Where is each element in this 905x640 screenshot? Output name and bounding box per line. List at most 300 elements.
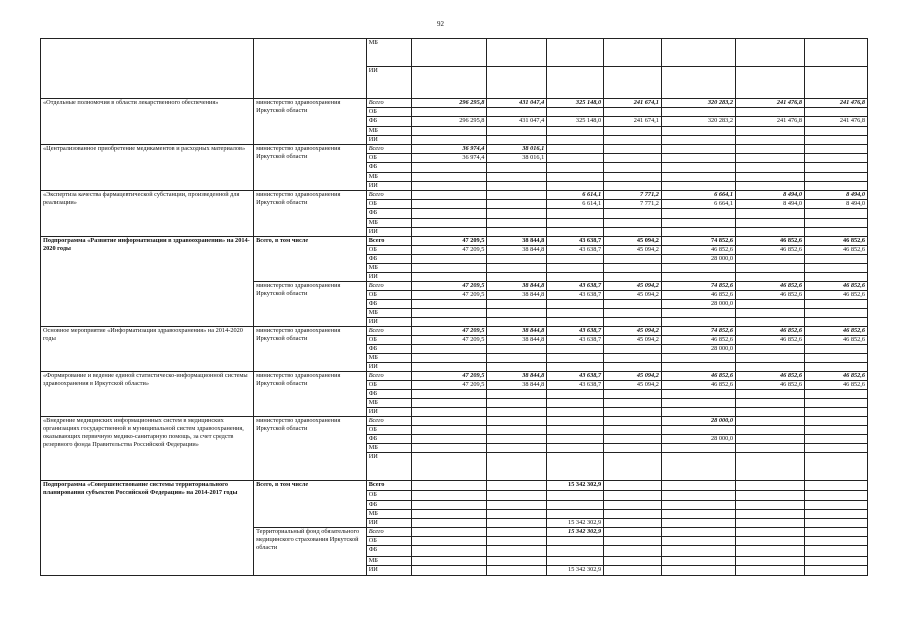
funding-source: ИИ	[366, 67, 412, 99]
amount-cell	[805, 127, 868, 136]
amount-cell	[487, 557, 547, 566]
amount-cell	[736, 444, 805, 453]
funding-source: Всего	[366, 145, 412, 154]
amount-cell	[412, 408, 487, 417]
amount-cell	[412, 200, 487, 209]
funding-source: МБ	[366, 264, 412, 273]
amount-cell: 47 209,5	[412, 246, 487, 255]
amount-cell	[736, 435, 805, 444]
amount-cell	[412, 136, 487, 145]
amount-cell	[547, 173, 604, 182]
amount-cell	[412, 528, 487, 537]
amount-cell	[736, 309, 805, 318]
amount-cell	[805, 444, 868, 453]
executor-cell: министерство здравоохранения Иркутской области	[254, 191, 367, 237]
amount-cell	[487, 408, 547, 417]
amount-cell: 46 852,6	[805, 372, 868, 381]
funding-source: МБ	[366, 173, 412, 182]
amount-cell	[661, 39, 735, 67]
amount-cell	[412, 390, 487, 399]
funding-source: ФБ	[366, 209, 412, 219]
amount-cell	[805, 300, 868, 309]
amount-cell: 74 852,6	[661, 327, 735, 336]
amount-cell	[604, 219, 662, 228]
amount-cell: 43 638,7	[547, 372, 604, 381]
amount-cell: 46 852,6	[736, 282, 805, 291]
table-row	[41, 417, 868, 426]
amount-cell	[805, 136, 868, 145]
amount-cell	[805, 108, 868, 117]
amount-cell: 38 016,1	[487, 145, 547, 154]
funding-source: Всего	[366, 327, 412, 336]
measure-name: «Экспертиза качества фармацевтической субстанции, произведенной для реализации»	[41, 191, 254, 237]
funding-source: Всего	[366, 481, 412, 491]
amount-cell	[487, 200, 547, 209]
amount-cell: 6 664,1	[661, 200, 735, 209]
amount-cell	[805, 309, 868, 318]
amount-cell: 28 000,0	[661, 300, 735, 309]
amount-cell	[547, 273, 604, 282]
amount-cell: 38 844,8	[487, 291, 547, 300]
amount-cell	[412, 435, 487, 444]
amount-cell	[661, 136, 735, 145]
amount-cell	[805, 145, 868, 154]
amount-cell: 28 000,0	[661, 255, 735, 264]
amount-cell: 46 852,6	[805, 291, 868, 300]
amount-cell	[736, 510, 805, 519]
amount-cell	[412, 345, 487, 354]
amount-cell	[487, 491, 547, 501]
amount-cell	[604, 163, 662, 173]
executor-cell: министерство здравоохранения Иркутской области	[254, 372, 367, 417]
amount-cell	[736, 108, 805, 117]
table-row	[41, 99, 868, 108]
amount-cell	[604, 566, 662, 576]
amount-cell	[661, 408, 735, 417]
amount-cell	[487, 228, 547, 237]
funding-source: МБ	[366, 444, 412, 453]
amount-cell	[547, 264, 604, 273]
amount-cell	[604, 264, 662, 273]
amount-cell	[661, 510, 735, 519]
amount-cell	[487, 318, 547, 327]
amount-cell: 36 974,4	[412, 154, 487, 163]
amount-cell	[487, 163, 547, 173]
amount-cell: 46 852,6	[661, 372, 735, 381]
amount-cell	[412, 219, 487, 228]
amount-cell	[547, 228, 604, 237]
amount-cell	[604, 255, 662, 264]
amount-cell	[736, 173, 805, 182]
amount-cell: 43 638,7	[547, 336, 604, 345]
amount-cell	[604, 354, 662, 363]
executor-cell: Всего, в том числе	[254, 237, 367, 282]
amount-cell: 325 148,0	[547, 117, 604, 127]
funding-source: ОБ	[366, 491, 412, 501]
amount-cell	[736, 501, 805, 510]
amount-cell	[661, 209, 735, 219]
funding-source: Всего	[366, 282, 412, 291]
amount-cell: 45 094,2	[604, 336, 662, 345]
funding-source: ИИ	[366, 228, 412, 237]
funding-source: ФБ	[366, 255, 412, 264]
amount-cell	[661, 67, 735, 99]
amount-cell	[604, 399, 662, 408]
amount-cell: 36 974,4	[412, 145, 487, 154]
amount-cell	[805, 39, 868, 67]
amount-cell	[487, 273, 547, 282]
amount-cell	[736, 163, 805, 173]
amount-cell	[547, 345, 604, 354]
amount-cell	[661, 566, 735, 576]
amount-cell: 28 000,0	[661, 345, 735, 354]
amount-cell	[805, 501, 868, 510]
amount-cell	[661, 363, 735, 372]
amount-cell	[805, 537, 868, 546]
amount-cell	[412, 309, 487, 318]
funding-source: ОБ	[366, 537, 412, 546]
measure-name: «Внедрение медицинских информационных систем в медицинских организациях государственной и муниципальной систем здравоохранения, оказывающих первичную медико-санитарную помощь, за счет средств резервного фонда Правительства Российской Федерации»	[41, 417, 254, 481]
amount-cell	[661, 309, 735, 318]
amount-cell	[805, 67, 868, 99]
funding-source: МБ	[366, 399, 412, 408]
amount-cell	[661, 173, 735, 182]
amount-cell	[604, 417, 662, 426]
amount-cell	[604, 481, 662, 491]
amount-cell	[604, 300, 662, 309]
amount-cell	[661, 219, 735, 228]
amount-cell: 45 094,2	[604, 372, 662, 381]
amount-cell: 47 209,5	[412, 327, 487, 336]
funding-source: МБ	[366, 127, 412, 136]
funding-source: Всего	[366, 191, 412, 200]
amount-cell	[412, 354, 487, 363]
table-row	[41, 327, 868, 336]
amount-cell: 8 494,0	[736, 191, 805, 200]
amount-cell	[412, 557, 487, 566]
amount-cell	[412, 318, 487, 327]
funding-source: ИИ	[366, 363, 412, 372]
funding-source: ФБ	[366, 390, 412, 399]
amount-cell	[547, 354, 604, 363]
amount-cell	[487, 390, 547, 399]
amount-cell	[412, 191, 487, 200]
amount-cell	[736, 228, 805, 237]
amount-cell	[736, 491, 805, 501]
amount-cell: 46 852,6	[805, 237, 868, 246]
amount-cell	[736, 519, 805, 528]
amount-cell	[736, 318, 805, 327]
amount-cell	[661, 154, 735, 163]
executor-cell: министерство здравоохранения Иркутской области	[254, 145, 367, 191]
page-number: 92	[437, 20, 444, 28]
funding-source: ОБ	[366, 381, 412, 390]
amount-cell	[805, 363, 868, 372]
amount-cell: 43 638,7	[547, 246, 604, 255]
amount-cell	[547, 453, 604, 481]
amount-cell	[547, 435, 604, 444]
executor-cell: министерство здравоохранения Иркутской области	[254, 99, 367, 145]
amount-cell	[805, 519, 868, 528]
amount-cell: 38 844,8	[487, 246, 547, 255]
amount-cell	[736, 528, 805, 537]
amount-cell	[412, 417, 487, 426]
measure-name: Подпрограмма «Развитие информатизации в здравоохранении» на 2014-2020 годы	[41, 237, 254, 327]
amount-cell	[487, 399, 547, 408]
amount-cell	[604, 408, 662, 417]
budget-table	[40, 38, 868, 576]
amount-cell	[487, 182, 547, 191]
funding-source: Всего	[366, 237, 412, 246]
amount-cell	[736, 39, 805, 67]
amount-cell	[487, 426, 547, 435]
amount-cell	[412, 39, 487, 67]
amount-cell	[547, 309, 604, 318]
amount-cell	[736, 399, 805, 408]
amount-cell	[661, 273, 735, 282]
amount-cell	[412, 546, 487, 557]
funding-source: ОБ	[366, 108, 412, 117]
amount-cell	[736, 345, 805, 354]
amount-cell	[736, 426, 805, 435]
amount-cell: 47 209,5	[412, 336, 487, 345]
amount-cell: 46 852,6	[805, 246, 868, 255]
amount-cell: 38 844,8	[487, 381, 547, 390]
amount-cell	[547, 501, 604, 510]
executor-cell: министерство здравоохранения Иркутской области	[254, 417, 367, 481]
amount-cell: 43 638,7	[547, 381, 604, 390]
amount-cell	[661, 426, 735, 435]
amount-cell: 296 295,8	[412, 99, 487, 108]
amount-cell: 6 614,1	[547, 191, 604, 200]
amount-cell: 8 494,0	[805, 191, 868, 200]
executor-cell: министерство здравоохранения Иркутской области	[254, 327, 367, 372]
amount-cell	[487, 363, 547, 372]
amount-cell	[604, 426, 662, 435]
amount-cell	[487, 528, 547, 537]
funding-source: ОБ	[366, 291, 412, 300]
amount-cell: 431 047,4	[487, 117, 547, 127]
amount-cell	[487, 444, 547, 453]
amount-cell	[661, 390, 735, 399]
amount-cell: 46 852,6	[661, 291, 735, 300]
amount-cell	[805, 154, 868, 163]
amount-cell	[487, 39, 547, 67]
amount-cell	[547, 219, 604, 228]
amount-cell	[604, 173, 662, 182]
amount-cell	[604, 453, 662, 481]
amount-cell	[487, 264, 547, 273]
amount-cell	[412, 264, 487, 273]
measure-name	[41, 39, 254, 99]
amount-cell: 38 016,1	[487, 154, 547, 163]
amount-cell	[604, 273, 662, 282]
amount-cell	[736, 390, 805, 399]
amount-cell	[604, 145, 662, 154]
amount-cell	[547, 417, 604, 426]
amount-cell	[736, 209, 805, 219]
amount-cell	[547, 127, 604, 136]
funding-source: МБ	[366, 309, 412, 318]
table-row	[41, 145, 868, 154]
amount-cell	[412, 426, 487, 435]
amount-cell	[661, 519, 735, 528]
amount-cell	[487, 127, 547, 136]
amount-cell	[805, 173, 868, 182]
amount-cell	[661, 481, 735, 491]
amount-cell	[604, 557, 662, 566]
amount-cell: 241 476,8	[736, 117, 805, 127]
funding-source: Всего	[366, 528, 412, 537]
amount-cell	[487, 255, 547, 264]
amount-cell	[604, 318, 662, 327]
amount-cell	[805, 182, 868, 191]
amount-cell	[412, 127, 487, 136]
amount-cell: 45 094,2	[604, 291, 662, 300]
amount-cell: 241 674,1	[604, 117, 662, 127]
amount-cell	[736, 145, 805, 154]
amount-cell	[487, 219, 547, 228]
amount-cell	[805, 273, 868, 282]
amount-cell	[604, 136, 662, 145]
amount-cell	[736, 182, 805, 191]
amount-cell	[736, 546, 805, 557]
amount-cell: 46 852,6	[661, 336, 735, 345]
amount-cell: 38 844,8	[487, 327, 547, 336]
amount-cell: 46 852,6	[736, 372, 805, 381]
amount-cell	[604, 519, 662, 528]
amount-cell	[547, 546, 604, 557]
amount-cell	[547, 255, 604, 264]
amount-cell	[661, 182, 735, 191]
amount-cell: 47 209,5	[412, 372, 487, 381]
funding-source: МБ	[366, 219, 412, 228]
amount-cell	[547, 426, 604, 435]
amount-cell: 43 638,7	[547, 327, 604, 336]
amount-cell	[487, 108, 547, 117]
amount-cell	[412, 363, 487, 372]
amount-cell: 47 209,5	[412, 282, 487, 291]
amount-cell	[547, 363, 604, 372]
amount-cell	[547, 209, 604, 219]
table-row	[41, 481, 868, 491]
funding-source: Всего	[366, 372, 412, 381]
amount-cell: 7 771,2	[604, 200, 662, 209]
measure-name: Подпрограмма «Совершенствование системы территориального планирования субъектов Российской Федерации» на 2014-2017 годы	[41, 481, 254, 576]
amount-cell: 46 852,6	[661, 246, 735, 255]
amount-cell: 241 476,8	[805, 99, 868, 108]
amount-cell	[805, 345, 868, 354]
amount-cell: 15 342 302,9	[547, 481, 604, 491]
amount-cell	[736, 363, 805, 372]
amount-cell	[547, 510, 604, 519]
amount-cell: 46 852,6	[805, 282, 868, 291]
amount-cell: 46 852,6	[805, 336, 868, 345]
amount-cell	[805, 417, 868, 426]
amount-cell	[736, 154, 805, 163]
amount-cell: 38 844,8	[487, 282, 547, 291]
amount-cell	[604, 363, 662, 372]
amount-cell	[736, 127, 805, 136]
amount-cell: 241 674,1	[604, 99, 662, 108]
amount-cell	[487, 519, 547, 528]
amount-cell	[412, 537, 487, 546]
amount-cell: 320 283,2	[661, 117, 735, 127]
amount-cell	[487, 309, 547, 318]
amount-cell	[547, 182, 604, 191]
amount-cell	[487, 300, 547, 309]
executor-cell: Всего, в том числе	[254, 481, 367, 528]
amount-cell: 38 844,8	[487, 237, 547, 246]
amount-cell: 45 094,2	[604, 327, 662, 336]
amount-cell	[805, 228, 868, 237]
amount-cell	[487, 345, 547, 354]
amount-cell: 28 000,0	[661, 435, 735, 444]
amount-cell	[736, 537, 805, 546]
amount-cell	[661, 501, 735, 510]
amount-cell	[805, 426, 868, 435]
amount-cell	[487, 501, 547, 510]
amount-cell	[736, 300, 805, 309]
funding-source: ФБ	[366, 117, 412, 127]
amount-cell: 241 476,8	[736, 99, 805, 108]
amount-cell	[412, 399, 487, 408]
amount-cell	[547, 163, 604, 173]
amount-cell: 45 094,2	[604, 282, 662, 291]
amount-cell	[736, 566, 805, 576]
executor-cell: Территориальный фонд обязательного медицинского страхования Иркутской области	[254, 528, 367, 576]
amount-cell	[412, 67, 487, 99]
amount-cell	[805, 453, 868, 481]
amount-cell: 45 094,2	[604, 381, 662, 390]
amount-cell	[547, 154, 604, 163]
amount-cell	[604, 491, 662, 501]
amount-cell	[736, 264, 805, 273]
funding-source: ИИ	[366, 566, 412, 576]
amount-cell	[604, 528, 662, 537]
amount-cell	[412, 453, 487, 481]
amount-cell: 46 852,6	[805, 327, 868, 336]
amount-cell	[412, 173, 487, 182]
funding-source: ОБ	[366, 200, 412, 209]
funding-source: ИИ	[366, 273, 412, 282]
amount-cell	[805, 557, 868, 566]
funding-source: ФБ	[366, 300, 412, 309]
amount-cell: 8 494,0	[805, 200, 868, 209]
funding-source: ФБ	[366, 501, 412, 510]
amount-cell	[547, 408, 604, 417]
funding-source: ОБ	[366, 426, 412, 435]
amount-cell: 7 771,2	[604, 191, 662, 200]
amount-cell: 325 148,0	[547, 99, 604, 108]
amount-cell: 38 844,8	[487, 336, 547, 345]
amount-cell	[604, 127, 662, 136]
amount-cell	[487, 417, 547, 426]
amount-cell: 43 638,7	[547, 291, 604, 300]
amount-cell	[805, 399, 868, 408]
funding-source: Всего	[366, 99, 412, 108]
table-row	[41, 237, 868, 246]
amount-cell	[487, 546, 547, 557]
amount-cell	[805, 264, 868, 273]
funding-source: МБ	[366, 39, 412, 67]
amount-cell	[805, 528, 868, 537]
amount-cell	[661, 528, 735, 537]
amount-cell	[661, 127, 735, 136]
amount-cell: 6 614,1	[547, 200, 604, 209]
funding-source: ИИ	[366, 182, 412, 191]
amount-cell	[547, 39, 604, 67]
